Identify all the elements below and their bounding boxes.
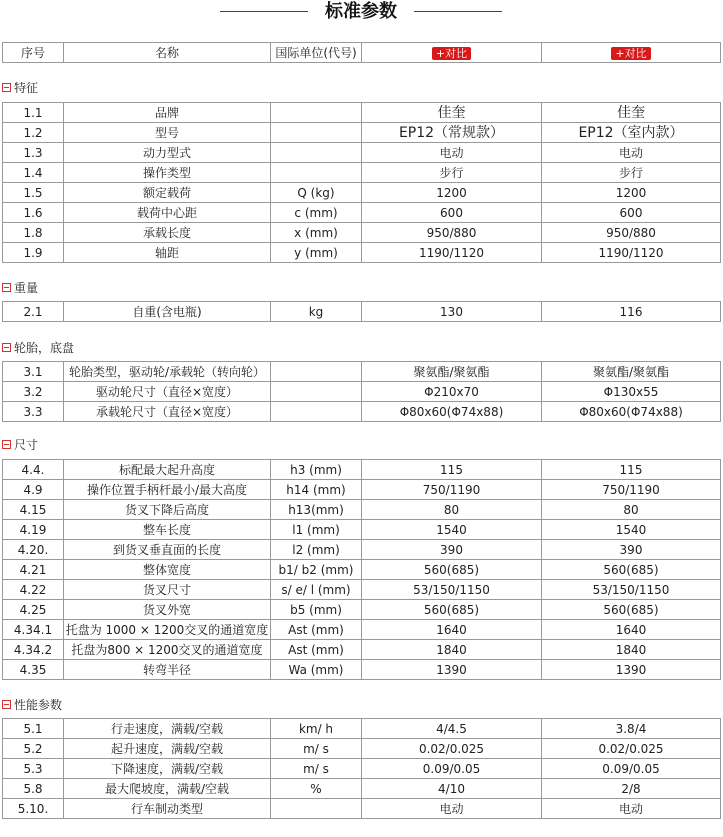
cell-name: 货叉外宽 [64,600,271,620]
cell-unit [271,382,362,402]
cell-no: 1.9 [3,243,64,263]
table-row [3,203,721,223]
cell-name: 整体宽度 [64,560,271,580]
cell-unit: Ast (mm) [271,620,362,640]
cell-a: 4/10 [362,779,542,799]
page-title: 标准参数 [325,1,397,22]
cell-unit: l2 (mm) [271,540,362,560]
cell-unit: Q (kg) [271,183,362,203]
cell-b: 560(685) [542,560,721,580]
header-unit: 国际单位(代号) [271,43,362,63]
cell-no: 1.3 [3,143,64,163]
cell-name: 转弯半径 [64,660,271,680]
cell-a: Φ80x60(Φ74x88) [362,402,542,422]
cell-a: 步行 [362,163,542,183]
cell-name: 轴距 [64,243,271,263]
cell-no: 4.9 [3,480,64,500]
cell-unit [271,362,362,382]
cell-name: 货叉尺寸 [64,580,271,600]
table-row [3,143,721,163]
cell-name: 标配最大起升高度 [64,460,271,480]
header-name: 名称 [64,43,271,63]
cell-no: 4.25 [3,600,64,620]
cell-name: 轮胎类型，驱动轮/承载轮（转向轮） [64,362,271,382]
table-row [3,103,721,123]
section-title: 特征 [14,81,39,95]
collapse-icon[interactable] [2,343,11,352]
cell-b: 1640 [542,620,721,640]
cell-no: 4.21 [3,560,64,580]
cell-unit: c (mm) [271,203,362,223]
cell-name: 型号 [64,123,271,143]
cell-unit: l1 (mm) [271,520,362,540]
cell-b: 80 [542,500,721,520]
cell-a: Φ210x70 [362,382,542,402]
cell-b: 电动 [542,799,721,819]
table-row [3,520,721,540]
cell-name: 动力型式 [64,143,271,163]
section-title: 重量 [14,281,39,295]
cell-a: 4/4.5 [362,719,542,739]
cell-no: 5.10. [3,799,64,819]
table-row [3,183,721,203]
section-weight-header[interactable] [2,280,38,296]
cell-no: 5.8 [3,779,64,799]
cell-b: 0.02/0.025 [542,739,721,759]
cell-a: 80 [362,500,542,520]
cell-name: 自重(含电瓶) [64,302,271,322]
table-row [3,739,721,759]
table-row [3,302,721,322]
cell-no: 4.4. [3,460,64,480]
cell-no: 4.34.1 [3,620,64,640]
cell-b: 佳奎 [542,103,721,123]
table-row [3,620,721,640]
cell-unit: h13(mm) [271,500,362,520]
cell-b: 聚氨酯/聚氨酯 [542,362,721,382]
cell-a: 0.02/0.025 [362,739,542,759]
cell-no: 4.20. [3,540,64,560]
table-row [3,362,721,382]
cell-name: 额定载荷 [64,183,271,203]
cell-no: 1.1 [3,103,64,123]
cell-name: 最大爬坡度，满载/空载 [64,779,271,799]
collapse-icon[interactable] [2,283,11,292]
header-model-a [362,43,542,63]
cell-a: 聚氨酯/聚氨酯 [362,362,542,382]
table-row [3,123,721,143]
title-divider-left [220,11,308,12]
cell-name: 整车长度 [64,520,271,540]
cell-b: 53/150/1150 [542,580,721,600]
cell-a: 390 [362,540,542,560]
cell-a: 1190/1120 [362,243,542,263]
section-features-header[interactable] [2,80,38,96]
cell-no: 5.2 [3,739,64,759]
cell-a: 佳奎 [362,103,542,123]
cell-b: 950/880 [542,223,721,243]
cell-no: 1.2 [3,123,64,143]
cell-a: 电动 [362,799,542,819]
header-model-b [542,43,721,63]
cell-a: 0.09/0.05 [362,759,542,779]
table-row [3,660,721,680]
cell-b: 560(685) [542,600,721,620]
table-row [3,480,721,500]
compare-button-a[interactable]: +对比 [432,47,471,60]
cell-b: Φ130x55 [542,382,721,402]
cell-b: 750/1190 [542,480,721,500]
cell-a: 1200 [362,183,542,203]
cell-b: 1390 [542,660,721,680]
cell-name: 承载长度 [64,223,271,243]
performance-table [2,718,721,819]
cell-name: 托盘为 1000 × 1200交叉的通道宽度 [64,620,271,640]
cell-b: 1840 [542,640,721,660]
collapse-icon[interactable] [2,440,11,449]
cell-b: 0.09/0.05 [542,759,721,779]
cell-b: Φ80x60(Φ74x88) [542,402,721,422]
table-row [3,799,721,819]
cell-unit: h14 (mm) [271,480,362,500]
section-dimensions-header[interactable] [2,437,38,453]
cell-b: 116 [542,302,721,322]
table-row [3,243,721,263]
header-row [3,43,721,63]
cell-unit: m/ s [271,759,362,779]
cell-unit [271,123,362,143]
cell-no: 1.8 [3,223,64,243]
cell-unit: x (mm) [271,223,362,243]
cell-unit [271,402,362,422]
cell-a: 560(685) [362,560,542,580]
cell-no: 4.22 [3,580,64,600]
features-table [2,102,721,263]
cell-unit [271,799,362,819]
cell-unit: b1/ b2 (mm) [271,560,362,580]
table-row [3,779,721,799]
table-row [3,719,721,739]
table-row [3,500,721,520]
cell-unit: Ast (mm) [271,640,362,660]
collapse-icon[interactable] [2,700,11,709]
cell-b: 3.8/4 [542,719,721,739]
cell-b: EP12（室内款） [542,123,721,143]
table-row [3,163,721,183]
cell-no: 1.6 [3,203,64,223]
cell-name: 承载轮尺寸（直径×宽度） [64,402,271,422]
cell-b: 1190/1120 [542,243,721,263]
cell-unit: % [271,779,362,799]
page-title-area [0,0,723,30]
cell-no: 4.15 [3,500,64,520]
cell-b: 600 [542,203,721,223]
cell-a: 600 [362,203,542,223]
cell-no: 1.5 [3,183,64,203]
cell-a: 950/880 [362,223,542,243]
tires-table [2,361,721,422]
cell-unit: m/ s [271,739,362,759]
cell-unit: b5 (mm) [271,600,362,620]
cell-a: 130 [362,302,542,322]
cell-name: 载荷中心距 [64,203,271,223]
weight-table [2,301,721,322]
table-row [3,759,721,779]
table-row [3,640,721,660]
cell-a: 1840 [362,640,542,660]
cell-unit [271,143,362,163]
cell-no: 4.19 [3,520,64,540]
cell-a: EP12（常规款） [362,123,542,143]
table-row [3,560,721,580]
cell-a: 1540 [362,520,542,540]
cell-name: 托盘为800 × 1200交叉的通道宽度 [64,640,271,660]
collapse-icon[interactable] [2,83,11,92]
cell-b: 390 [542,540,721,560]
cell-name: 起升速度，满载/空载 [64,739,271,759]
cell-name: 下降速度，满载/空载 [64,759,271,779]
dimensions-table [2,459,721,680]
cell-a: 115 [362,460,542,480]
cell-name: 操作类型 [64,163,271,183]
cell-name: 行车制动类型 [64,799,271,819]
cell-b: 1540 [542,520,721,540]
cell-unit: km/ h [271,719,362,739]
table-row [3,382,721,402]
title-divider-right [414,11,502,12]
cell-b: 步行 [542,163,721,183]
cell-a: 560(685) [362,600,542,620]
table-row [3,580,721,600]
cell-no: 4.34.2 [3,640,64,660]
table-row [3,223,721,243]
section-performance-header[interactable] [2,697,62,713]
section-title: 性能参数 [14,698,63,712]
cell-b: 2/8 [542,779,721,799]
cell-unit: h3 (mm) [271,460,362,480]
cell-no: 2.1 [3,302,64,322]
table-row [3,402,721,422]
section-title: 尺寸 [14,438,39,452]
cell-b: 1200 [542,183,721,203]
cell-name: 品牌 [64,103,271,123]
cell-no: 1.4 [3,163,64,183]
cell-a: 1390 [362,660,542,680]
cell-a: 750/1190 [362,480,542,500]
table-row [3,540,721,560]
cell-b: 115 [542,460,721,480]
cell-unit: Wa (mm) [271,660,362,680]
cell-no: 3.2 [3,382,64,402]
cell-no: 4.35 [3,660,64,680]
cell-name: 货叉下降后高度 [64,500,271,520]
cell-a: 电动 [362,143,542,163]
cell-unit [271,103,362,123]
cell-no: 5.1 [3,719,64,739]
table-row [3,600,721,620]
table-row [3,460,721,480]
section-title: 轮胎，底盘 [14,341,75,355]
compare-button-b[interactable]: +对比 [611,47,650,60]
cell-a: 53/150/1150 [362,580,542,600]
cell-unit: kg [271,302,362,322]
cell-unit [271,163,362,183]
cell-unit: s/ e/ l (mm) [271,580,362,600]
cell-a: 1640 [362,620,542,640]
cell-name: 行走速度，满载/空载 [64,719,271,739]
cell-no: 5.3 [3,759,64,779]
cell-name: 到货叉垂直面的长度 [64,540,271,560]
cell-name: 驱动轮尺寸（直径×宽度） [64,382,271,402]
section-tires-header[interactable] [2,340,74,356]
cell-b: 电动 [542,143,721,163]
header-seq: 序号 [3,43,64,63]
cell-no: 3.1 [3,362,64,382]
cell-no: 3.3 [3,402,64,422]
cell-unit: y (mm) [271,243,362,263]
header-table [2,42,721,63]
cell-name: 操作位置手柄杆最小/最大高度 [64,480,271,500]
